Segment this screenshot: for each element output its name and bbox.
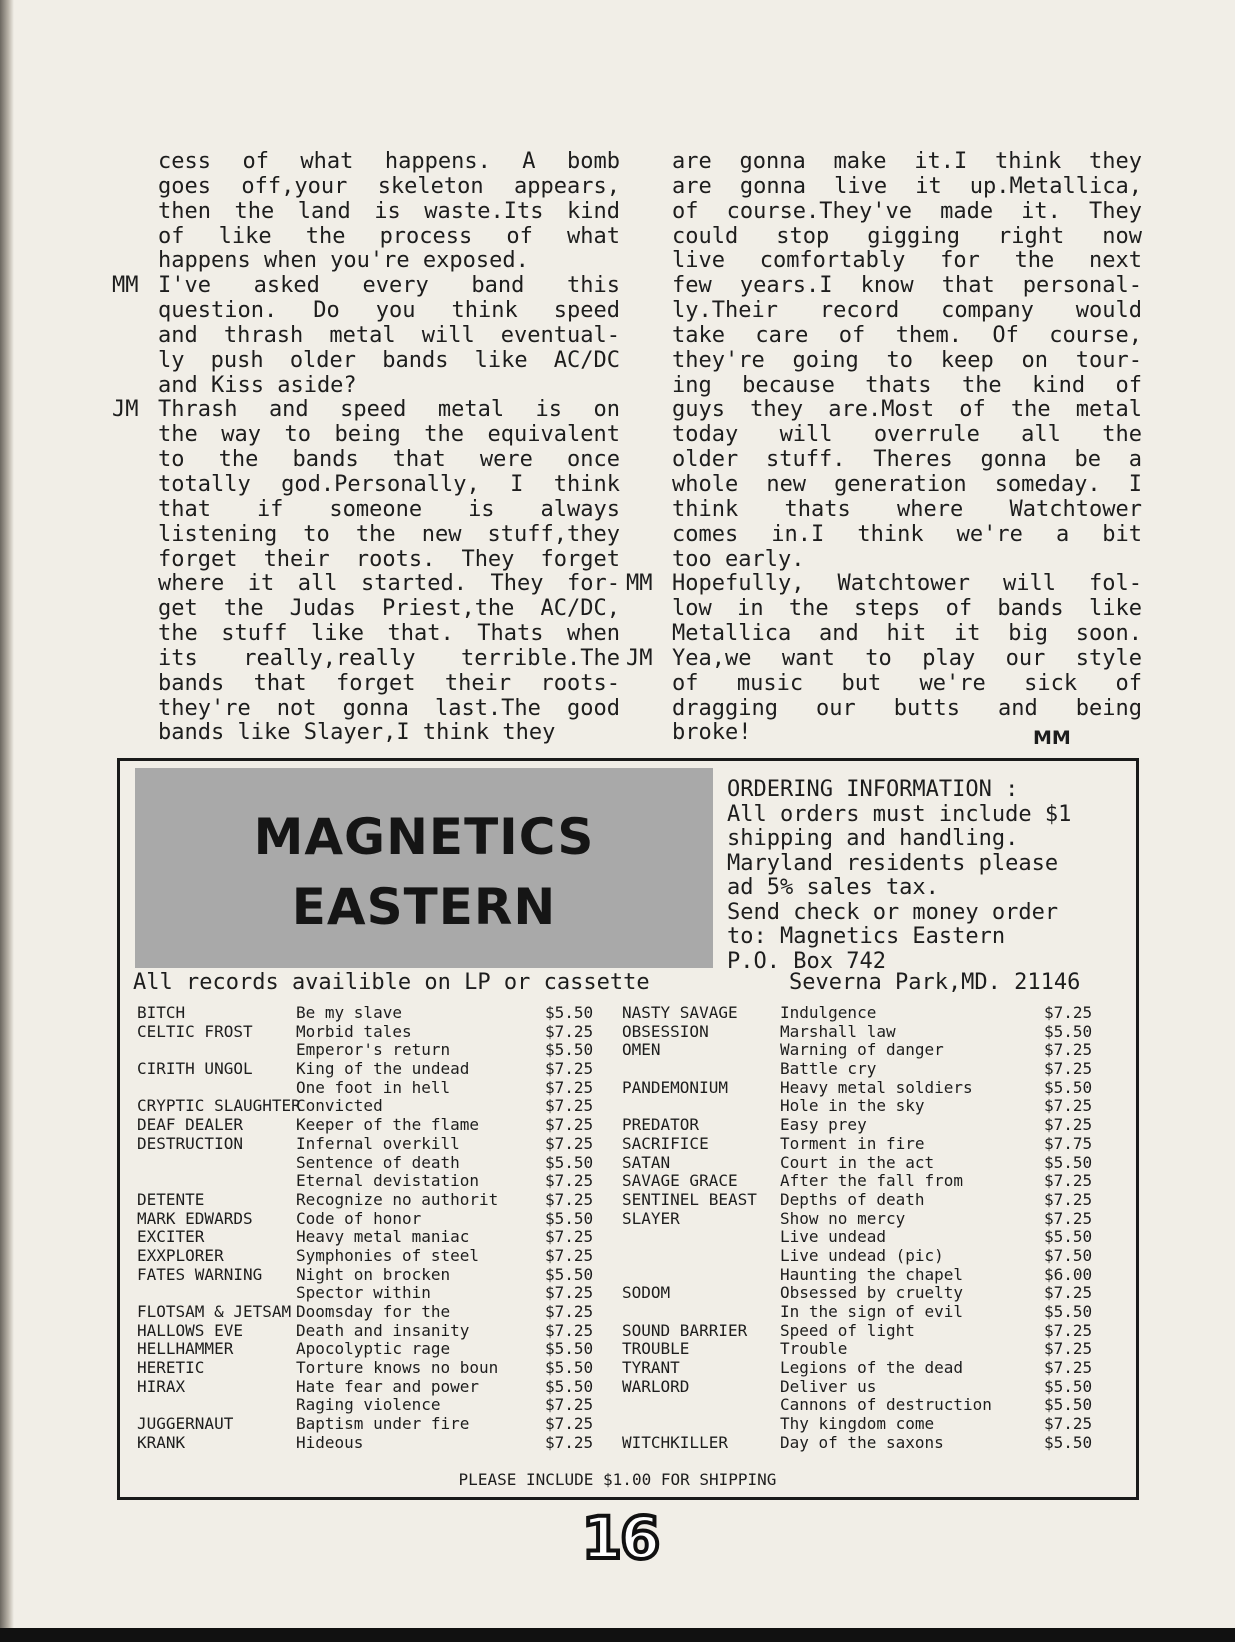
interview-line (158, 349, 620, 374)
catalog-price: $5.50 (1044, 1302, 1093, 1321)
catalog-artist: TYRANT (622, 1358, 680, 1378)
catalog-artist: CRYPTIC SLAUGHTER (137, 1096, 301, 1116)
interview-text: listening to the new stuff,they (158, 521, 620, 547)
ordering-line: to: Magnetics Eastern (727, 924, 1006, 949)
catalog-price: $7.50 (1044, 1245, 1093, 1265)
interview-line (158, 647, 620, 672)
catalog-artist: EXCITER (137, 1227, 205, 1247)
catalog-artist: SODOM (622, 1283, 671, 1303)
logo-line-2: EASTERN (291, 878, 557, 936)
catalog-artist: WARLORD (622, 1376, 690, 1396)
signature: MM (1033, 727, 1071, 749)
catalog-title: Warning of danger (780, 1040, 944, 1060)
catalog-artist: DEAF DEALER (137, 1115, 243, 1135)
catalog-price: $7.25 (545, 1302, 594, 1321)
catalog-artist: PANDEMONIUM (622, 1077, 728, 1097)
availability-note: All records availible on LP or cassette (133, 970, 650, 995)
catalog-title: Spector within (296, 1283, 431, 1303)
interview-line (158, 523, 620, 548)
magnetics-eastern-logo (135, 768, 713, 968)
interview-line (158, 374, 620, 399)
catalog-title: Hole in the sky (780, 1096, 925, 1116)
interview-line (672, 448, 1142, 473)
interview-line (672, 150, 1142, 175)
interview-text: totally god.Personally, I think (158, 471, 620, 497)
catalog-price: $7.25 (1044, 1283, 1093, 1303)
interview-column-left (112, 149, 620, 746)
catalog-artist: SLAYER (622, 1208, 680, 1228)
catalog-price: $7.25 (545, 1115, 594, 1135)
interview-line (158, 721, 620, 746)
interview-line (672, 672, 1142, 697)
catalog-artist: TROUBLE (622, 1339, 690, 1359)
interview-text: of course.They've made it. They (672, 198, 1142, 224)
catalog-artist: PREDATOR (622, 1115, 700, 1135)
catalog-title: Doomsday for the (296, 1302, 451, 1321)
speaker-label: JM (626, 645, 653, 671)
interview-text: few years.I know that personal- (672, 273, 1142, 299)
catalog-price: $5.50 (545, 1339, 594, 1359)
catalog-title: Depths of death (780, 1189, 925, 1209)
catalog-price: $7.25 (545, 1096, 594, 1116)
interview-text: ly.Their record company would (672, 298, 1142, 324)
interview-line (158, 175, 620, 200)
catalog-artist: MARK EDWARDS (137, 1208, 253, 1228)
catalog-price: $7.25 (545, 1189, 594, 1209)
interview-text: get the Judas Priest,the AC/DC, (158, 596, 620, 622)
interview-text: goes off,your skeleton appears, (158, 173, 620, 199)
catalog-title: Code of honor (296, 1208, 422, 1228)
catalog-title: Live undead (pic) (780, 1245, 944, 1265)
catalog-price: $7.25 (1044, 1171, 1093, 1191)
interview-text: and thrash metal will eventual- (158, 322, 620, 348)
catalog-price: $7.25 (1044, 1414, 1093, 1434)
catalog-title: Day of the saxons (780, 1432, 944, 1452)
catalog-artist: WITCHKILLER (622, 1432, 728, 1452)
catalog-artist: JUGGERNAUT (137, 1414, 234, 1434)
catalog-title: Death and insanity (296, 1320, 470, 1340)
catalog-price: $7.25 (545, 1414, 594, 1434)
ordering-line: P.O. Box 742 (727, 948, 886, 974)
interview-text: comes in.I think we're a bit (672, 521, 1142, 547)
interview-text: happens when you're exposed. (158, 248, 529, 274)
catalog-artist: DESTRUCTION (137, 1133, 243, 1153)
interview-line (158, 225, 620, 250)
catalog-title: Speed of light (780, 1320, 915, 1340)
catalog-price: $7.25 (545, 1245, 594, 1265)
interview-line (158, 498, 620, 523)
catalog-title: Trouble (780, 1339, 848, 1359)
catalog-title: Heavy metal soldiers (780, 1077, 973, 1097)
catalog-artist: SATAN (622, 1152, 671, 1172)
interview-text: older stuff. Theres gonna be a (672, 447, 1142, 473)
interview-text: are gonna live it up.Metallica, (672, 173, 1142, 199)
interview-line (672, 274, 1142, 299)
catalog-artist: SOUND BARRIER (622, 1320, 748, 1340)
catalog-artist: KRANK (137, 1432, 186, 1452)
catalog-price: $7.25 (1044, 1115, 1093, 1135)
catalog-title: Battle cry (780, 1059, 877, 1079)
page-number: 16 (581, 1504, 659, 1572)
interview-text: they're going to keep on tour- (672, 347, 1142, 373)
catalog-artist: FATES WARNING (137, 1264, 263, 1284)
interview-line (158, 548, 620, 573)
catalog-artist: CELTIC FROST (137, 1021, 253, 1041)
interview-line (158, 423, 620, 448)
interview-text: low in the steps of bands like (672, 596, 1142, 622)
catalog-title: Hate fear and power (296, 1376, 480, 1396)
interview-text: Metallica and hit it big soon. (672, 621, 1142, 647)
catalog-title: Torture knows no boun (296, 1358, 499, 1378)
address-city: Severna Park,MD. 21146 (789, 970, 1081, 995)
interview-line (672, 548, 1142, 573)
interview-line (158, 324, 620, 349)
catalog-price: $5.50 (545, 1376, 594, 1396)
catalog-title: Symphonies of steel (296, 1245, 480, 1265)
speaker-label: JM (112, 397, 139, 423)
interview-line (672, 597, 1142, 622)
interview-line (672, 225, 1142, 250)
interview-text: Hopefully, Watchtower will fol- (672, 571, 1142, 597)
catalog-title: Haunting the chapel (780, 1264, 964, 1284)
interview-text: cess of what happens. A bomb (158, 149, 620, 174)
interview-line (158, 672, 620, 697)
catalog-price: $7.25 (1044, 1059, 1093, 1079)
interview-line (158, 572, 620, 597)
ordering-line: ad 5% sales tax. (727, 875, 939, 900)
catalog-title: Hideous (296, 1432, 364, 1452)
ordering-line: Send check or money order (727, 899, 1059, 925)
interview-line (672, 721, 1142, 746)
interview-line (112, 397, 620, 423)
interview-line (158, 473, 620, 498)
interview-line (158, 448, 620, 473)
interview-line (672, 473, 1142, 498)
catalog-price: $5.50 (545, 1003, 594, 1022)
interview-text: think thats where Watchtower (672, 496, 1142, 522)
interview-text: bands like Slayer,I think they (158, 720, 556, 746)
interview-text: ing because thats the kind of (672, 372, 1142, 398)
catalog-artist: EXXPLORER (137, 1245, 224, 1265)
catalog-artist: SENTINEL BEAST (622, 1189, 757, 1209)
catalog-price: $7.25 (545, 1283, 594, 1303)
interview-text: they're not gonna last.The good (158, 695, 620, 721)
interview-text: live comfortably for the next (672, 248, 1142, 274)
catalog-title: In the sign of evil (780, 1302, 964, 1321)
catalog-title: Marshall law (780, 1021, 896, 1041)
catalog-price: $5.50 (545, 1264, 594, 1284)
interview-text: could stop gigging right now (672, 223, 1142, 249)
catalog-price: $7.25 (1044, 1358, 1093, 1378)
interview-line (672, 697, 1142, 722)
interview-line (672, 423, 1142, 448)
catalog-title: Cannons of destruction (780, 1395, 992, 1415)
catalog-title: Convicted (296, 1096, 383, 1116)
interview-column-right (626, 149, 1142, 746)
ordering-line: Maryland residents please (727, 850, 1059, 876)
interview-line (672, 622, 1142, 647)
catalog-title: After the fall from (780, 1171, 964, 1191)
ordering-information (727, 778, 1127, 974)
catalog-price: $5.50 (545, 1358, 594, 1378)
ordering-line: shipping and handling. (727, 826, 1019, 851)
catalog-price: $7.75 (1044, 1133, 1093, 1153)
catalog-artist: HALLOWS EVE (137, 1320, 243, 1340)
interview-text: bands that forget their roots- (158, 670, 620, 696)
interview-text: of like the process of what (158, 223, 620, 249)
interview-line (158, 299, 620, 324)
interview-line (672, 299, 1142, 324)
catalog-title: Indulgence (780, 1003, 877, 1022)
catalog-artist: FLOTSAM & JETSAM (137, 1302, 292, 1321)
interview-text: dragging our butts and being (672, 695, 1142, 721)
interview-text: take care of them. Of course, (672, 322, 1142, 348)
shipping-note: PLEASE INCLUDE $1.00 FOR SHIPPING (458, 1470, 777, 1489)
catalog-artist: OBSESSION (622, 1021, 709, 1041)
page-spine-shadow (0, 0, 14, 1642)
catalog-title: Torment in fire (780, 1133, 925, 1153)
catalog-price: $7.25 (545, 1432, 594, 1452)
interview-text: Thrash and speed metal is on (158, 397, 620, 423)
catalog-artist: HERETIC (137, 1358, 205, 1378)
interview-line (112, 273, 620, 299)
catalog-price: $7.25 (1044, 1040, 1093, 1060)
catalog-title: Keeper of the flame (296, 1115, 480, 1135)
interview-line (626, 645, 1142, 672)
interview-text: and Kiss aside? (158, 372, 357, 398)
catalog-price: $7.25 (1044, 1339, 1093, 1359)
ordering-line: ORDERING INFORMATION : (727, 777, 1019, 802)
interview-line (672, 523, 1142, 548)
catalog-title: Eternal devistation (296, 1171, 480, 1191)
interview-text: guys they are.Most of the metal (672, 397, 1142, 423)
catalog-price: $5.50 (1044, 1395, 1093, 1415)
speaker-label: MM (112, 273, 139, 299)
catalog-artist: SAVAGE GRACE (622, 1171, 738, 1191)
interview-text: where it all started. They for- (158, 571, 620, 597)
catalog-title: Show no mercy (780, 1208, 906, 1228)
catalog-artist: NASTY SAVAGE (622, 1003, 738, 1022)
page-bottom-edge (0, 1628, 1235, 1642)
interview-text: to the bands that were once (158, 447, 620, 473)
catalog-artist: HELLHAMMER (137, 1339, 234, 1359)
interview-line (672, 398, 1142, 423)
catalog-price: $7.25 (545, 1227, 594, 1247)
catalog-title: Deliver us (780, 1376, 877, 1396)
catalog-title: Thy kingdom come (780, 1414, 935, 1434)
catalog-price: $7.25 (1044, 1096, 1093, 1116)
catalog-title: Raging violence (296, 1395, 441, 1415)
catalog-price: $5.50 (1044, 1077, 1093, 1097)
catalog-price: $7.25 (545, 1395, 594, 1415)
interview-line (672, 175, 1142, 200)
catalog-price: $7.25 (545, 1320, 594, 1340)
interview-line (672, 374, 1142, 399)
catalog-title: King of the undead (296, 1059, 470, 1079)
catalog-title: Legions of the dead (780, 1358, 964, 1378)
catalog-artist: HIRAX (137, 1376, 186, 1396)
interview-text: Yea,we want to play our style (672, 645, 1142, 671)
interview-text: are gonna make it.I think they (672, 149, 1142, 174)
catalog-title: Court in the act (780, 1152, 935, 1172)
catalog-title: Sentence of death (296, 1152, 460, 1172)
interview-text: ly push older bands like AC/DC (158, 347, 620, 373)
catalog-title: Heavy metal maniac (296, 1227, 470, 1247)
catalog-price: $5.50 (545, 1152, 594, 1172)
catalog-artist: OMEN (622, 1040, 661, 1060)
catalog-price: $5.50 (1044, 1376, 1093, 1396)
interview-text: today will overrule all the (672, 422, 1142, 448)
interview-line (672, 324, 1142, 349)
interview-text: question. Do you think speed (158, 298, 620, 324)
catalog-price: $5.50 (1044, 1227, 1093, 1247)
catalog-title: Night on brocken (296, 1264, 451, 1284)
catalog-artist: DETENTE (137, 1189, 205, 1209)
catalog-price: $5.50 (545, 1040, 594, 1060)
interview-text: forget their roots. They forget (158, 546, 620, 572)
interview-line (672, 498, 1142, 523)
interview-text: then the land is waste.Its kind (158, 198, 620, 224)
catalog-price: $7.25 (1044, 1003, 1093, 1022)
catalog-artist: CIRITH UNGOL (137, 1059, 253, 1079)
speaker-label: MM (626, 571, 653, 597)
catalog-price: $7.25 (545, 1133, 594, 1153)
interview-line (158, 200, 620, 225)
catalog-price: $7.25 (1044, 1189, 1093, 1209)
interview-text: whole new generation someday. I (672, 471, 1142, 497)
interview-line (672, 200, 1142, 225)
catalog-price: $7.25 (545, 1077, 594, 1097)
interview-text: the way to being the equivalent (158, 422, 620, 448)
catalog-price: $7.25 (1044, 1208, 1093, 1228)
catalog-title: Easy prey (780, 1115, 867, 1135)
catalog-title: Infernal overkill (296, 1133, 460, 1153)
catalog-title: One foot in hell (296, 1077, 451, 1097)
interview-line (672, 249, 1142, 274)
catalog-price: $5.50 (1044, 1021, 1093, 1041)
interview-text: I've asked every band this (158, 273, 620, 299)
interview-text: the stuff like that. Thats when (158, 621, 620, 647)
interview-text: its really,really terrible.The (158, 645, 620, 671)
catalog-artist: BITCH (137, 1003, 186, 1022)
catalog-price: $7.25 (545, 1059, 594, 1079)
interview-line (672, 349, 1142, 374)
catalog-title: Morbid tales (296, 1021, 412, 1041)
interview-line (158, 249, 620, 274)
interview-line (158, 150, 620, 175)
catalog-price: $7.25 (545, 1021, 594, 1041)
interview-line (626, 571, 1142, 597)
catalog-artist: SACRIFICE (622, 1133, 709, 1153)
interview-text: of music but we're sick of (672, 670, 1142, 696)
interview-text: too early. (672, 546, 805, 572)
catalog-price: $5.50 (1044, 1152, 1093, 1172)
interview-line (158, 597, 620, 622)
ordering-line: All orders must include $1 (727, 801, 1072, 827)
catalog-price: $7.25 (545, 1171, 594, 1191)
catalog-title: Emperor's return (296, 1040, 451, 1060)
interview-line (158, 697, 620, 722)
interview-text: broke! (672, 720, 752, 746)
logo-line-1: MAGNETICS (253, 808, 595, 866)
catalog-title: Obsessed by cruelty (780, 1283, 964, 1303)
catalog-price: $5.50 (1044, 1432, 1093, 1452)
interview-text: that if someone is always (158, 496, 620, 522)
catalog-price: $5.50 (545, 1208, 594, 1228)
catalog-title: Baptism under fire (296, 1414, 470, 1434)
catalog-title: Recognize no authorit (296, 1189, 499, 1209)
catalog-title: Live undead (780, 1227, 886, 1247)
catalog-price: $6.00 (1044, 1264, 1093, 1284)
catalog-price: $7.25 (1044, 1320, 1093, 1340)
catalog-title: Apocolyptic rage (296, 1339, 451, 1359)
interview-line (158, 622, 620, 647)
catalog-title: Be my slave (296, 1003, 402, 1022)
